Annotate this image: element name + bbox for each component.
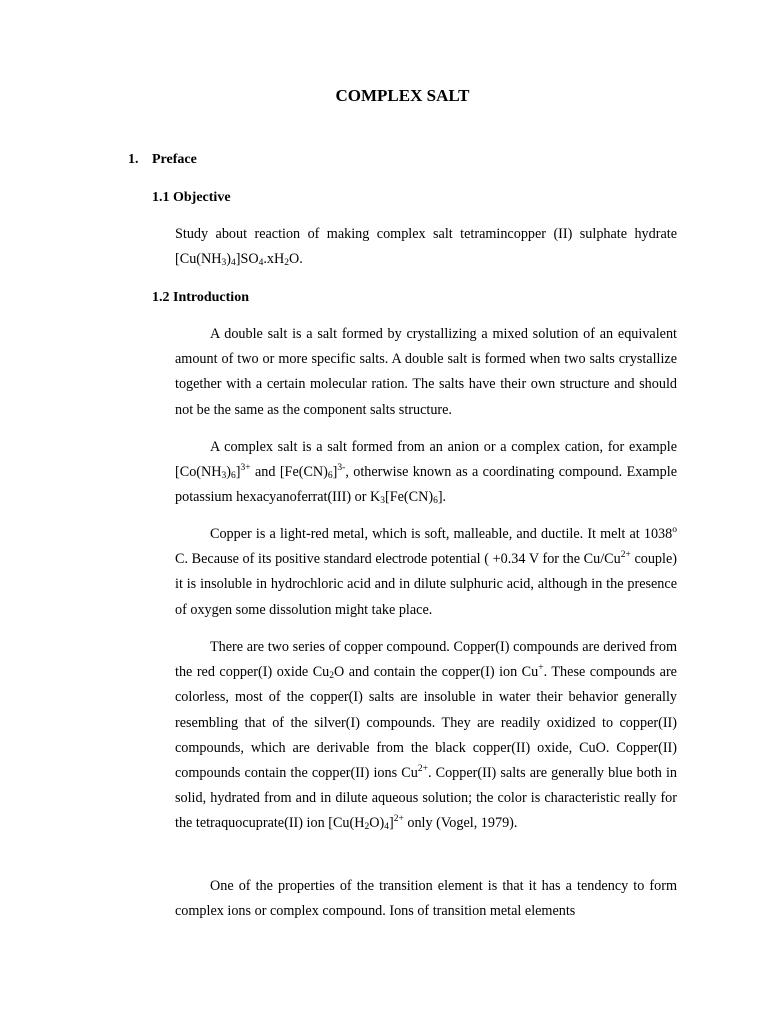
section-heading-preface <box>128 150 197 170</box>
paragraph-transition-elements: One of the properties of the transition element is that it has a tendency to form complex ions or complex compound. Ions of transition metal elements <box>175 878 677 920</box>
paragraph-copper-properties: Copper is a light-red metal, which is soft, malleable, and ductile. It melt at 1038$^o$ C. Because of its positive standard electrode potential ( +0.34 V for the $Cu/Cu^{2+}$ couple) it is insoluble in hydrochloric acid and in dilute sulphuric acid, although in the presence of oxygen some dissolution might take place. <box>175 525 677 618</box>
paragraph-copper-compounds: There are two series of copper compound. Copper(I) compounds are derived from the red copper(I) oxide $Cu_2O$ and contain the copper(I) ion Cu+. These compounds are colorless, most of the copper(I) salts are insoluble in water their behavior generally resembling that of the silver(I) compounds. They are readily oxidized to copper(II) compounds, which are derivable from the black copper(II) oxide, CuO. Copper(II) compounds contain the copper(II) ions $Cu^{2+}$. Copper(II) salts are generally blue both in solid, hydrated from and in dilute aqueous solution; the color is characteristic really for the tetraquocuprate(II) ion $[Cu(H_2O)_4]^{2+}$ only (Vogel, 1979). <box>175 639 678 833</box>
document-title: COMPLEX SALT <box>335 86 470 105</box>
subsection-heading-introduction: 1.2 Introduction <box>152 290 249 305</box>
subsection-heading-objective: 1.1 Objective <box>152 190 231 205</box>
section-number: 1. <box>128 152 139 167</box>
section-title: Preface <box>152 152 197 167</box>
paragraph-complex-salt: A complex salt is a salt formed from an anion or a complex cation, for example $[Co(NH_3)_6]^{3+}$ and $[Fe(CN)_6]^{3-}$, otherwise known as a coordinating compound. Example potassium hexacyanoferrat(III) or $K_3[Fe(CN)_6]$. <box>175 439 677 507</box>
paragraph-double-salt: A double salt is a salt formed by crystallizing a mixed solution of an equivalent amount of two or more specific salts. A double salt is formed when two salts crystallize together with a certain molecular ration. The salts have their own structure and should not be the same as the component salts structure. <box>175 326 677 418</box>
objective-paragraph: Study about reaction of making complex salt tetramincopper (II) sulphate hydrate $[Cu(NH_3)_4]SO_4.xH_2O$. <box>175 226 677 269</box>
